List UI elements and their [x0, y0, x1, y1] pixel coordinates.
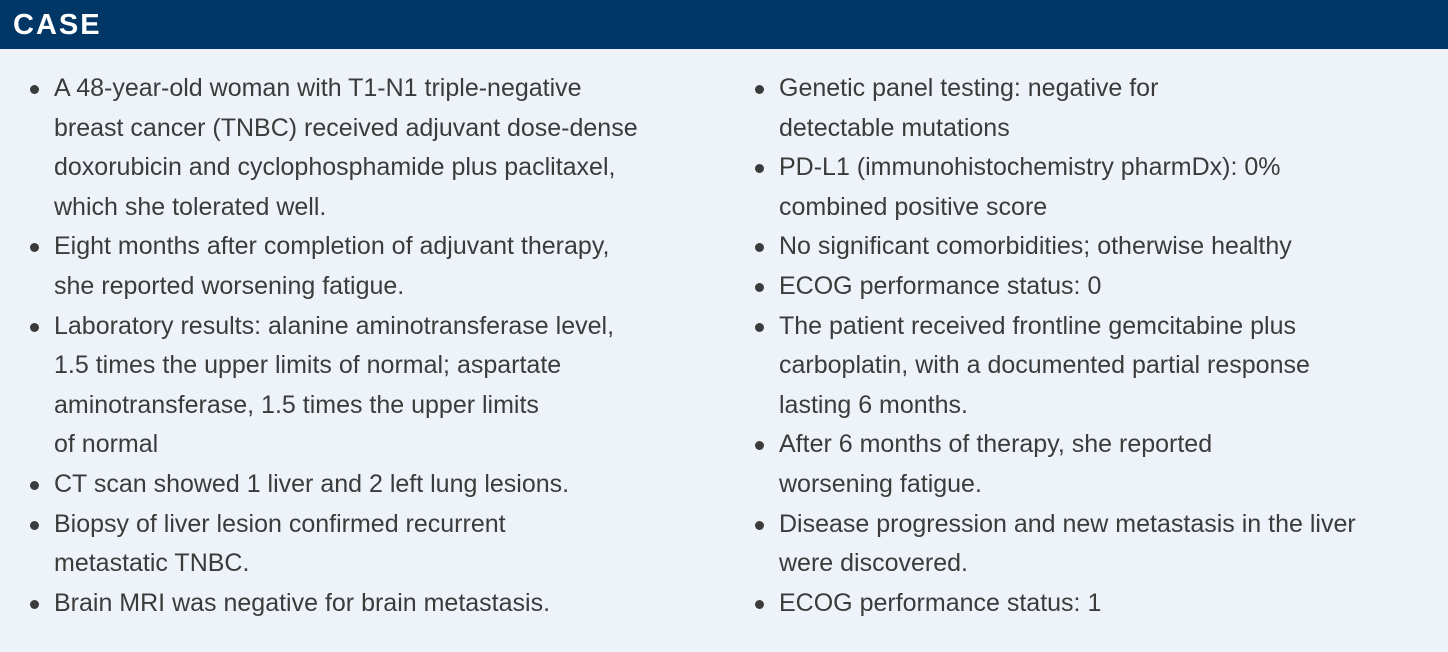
bullet-text-line: PD-L1 (immunohistochemistry pharmDx): 0% — [779, 153, 1281, 182]
bullet-item — [755, 227, 1435, 267]
bullet-item — [755, 148, 1435, 227]
bullet-item — [30, 584, 720, 624]
bullet-text-line: doxorubicin and cyclophosphamide plus paclitaxel, — [54, 153, 616, 182]
bullet-dot-icon — [30, 323, 39, 332]
bullet-text-line: The patient received frontline gemcitabine plus — [779, 311, 1296, 340]
bullet-text-line: ECOG performance status: 0 — [779, 271, 1102, 300]
bullet-item — [30, 465, 720, 505]
bullet-text-line: she reported worsening fatigue. — [54, 271, 405, 300]
bullet-text-line: of normal — [54, 430, 159, 459]
bullet-text-line: Eight months after completion of adjuvant therapy, — [54, 232, 610, 261]
right-bullet-list — [755, 69, 1435, 623]
bullet-dot-icon — [755, 323, 764, 332]
bullet-item — [755, 69, 1435, 148]
bullet-dot-icon — [755, 441, 764, 450]
bullet-text-line: CT scan showed 1 liver and 2 left lung lesions. — [54, 469, 570, 498]
bullet-text-line: aminotransferase, 1.5 times the upper limits — [54, 390, 539, 419]
bullet-text-line: Laboratory results: alanine aminotransferase level, — [54, 311, 615, 340]
bullet-text-line: No significant comorbidities; otherwise healthy — [779, 232, 1292, 261]
bullet-text-line: A 48-year-old woman with T1-N1 triple-negative — [54, 74, 582, 102]
case-header — [0, 0, 1448, 49]
bullet-text-line: Biopsy of liver lesion confirmed recurrent — [54, 509, 506, 538]
bullet-item — [755, 584, 1435, 624]
bullet-item — [30, 505, 720, 584]
bullet-item — [755, 505, 1435, 584]
left-bullet-list — [30, 69, 720, 623]
bullet-text-line: lasting 6 months. — [779, 390, 968, 419]
bullet-text-line: Disease progression and new metastasis in the liver — [779, 509, 1356, 538]
bullet-dot-icon — [30, 521, 39, 530]
bullet-text-line: ECOG performance status: 1 — [779, 588, 1102, 617]
bullet-dot-icon — [30, 85, 39, 94]
bullet-dot-icon — [30, 481, 39, 490]
bullet-text-line: were discovered. — [779, 549, 968, 578]
bullet-text-line: combined positive score — [779, 192, 1048, 221]
bullet-dot-icon — [755, 283, 764, 292]
bullet-text-line: worsening fatigue. — [779, 469, 982, 498]
bullet-text-line: Genetic panel testing: negative for — [779, 74, 1159, 102]
bullet-item — [755, 307, 1435, 426]
bullet-text-line: metastatic TNBC. — [54, 549, 250, 578]
bullet-text-line: 1.5 times the upper limits of normal; aspartate — [54, 351, 562, 380]
bullet-dot-icon — [755, 243, 764, 252]
bullet-item — [30, 227, 720, 306]
case-body — [0, 69, 1448, 639]
bullet-dot-icon — [755, 521, 764, 530]
bullet-item — [30, 69, 720, 227]
bullet-item — [755, 267, 1435, 307]
bullet-dot-icon — [755, 600, 764, 609]
bullet-text-line: breast cancer (TNBC) received adjuvant dose-dense — [54, 113, 638, 142]
bullet-item — [755, 425, 1435, 504]
bullet-dot-icon — [30, 243, 39, 252]
bullet-text-line: carboplatin, with a documented partial response — [779, 351, 1310, 380]
bullet-text-line: Brain MRI was negative for brain metastasis. — [54, 588, 551, 617]
bullet-item — [30, 307, 720, 465]
bullet-text-line: After 6 months of therapy, she reported — [779, 430, 1213, 459]
bullet-text-line: which she tolerated well. — [54, 192, 327, 221]
bullet-dot-icon — [755, 85, 764, 94]
case-title: CASE — [13, 9, 102, 41]
bullet-dot-icon — [755, 164, 764, 173]
bullet-dot-icon — [30, 600, 39, 609]
bullet-text-line: detectable mutations — [779, 113, 1010, 142]
